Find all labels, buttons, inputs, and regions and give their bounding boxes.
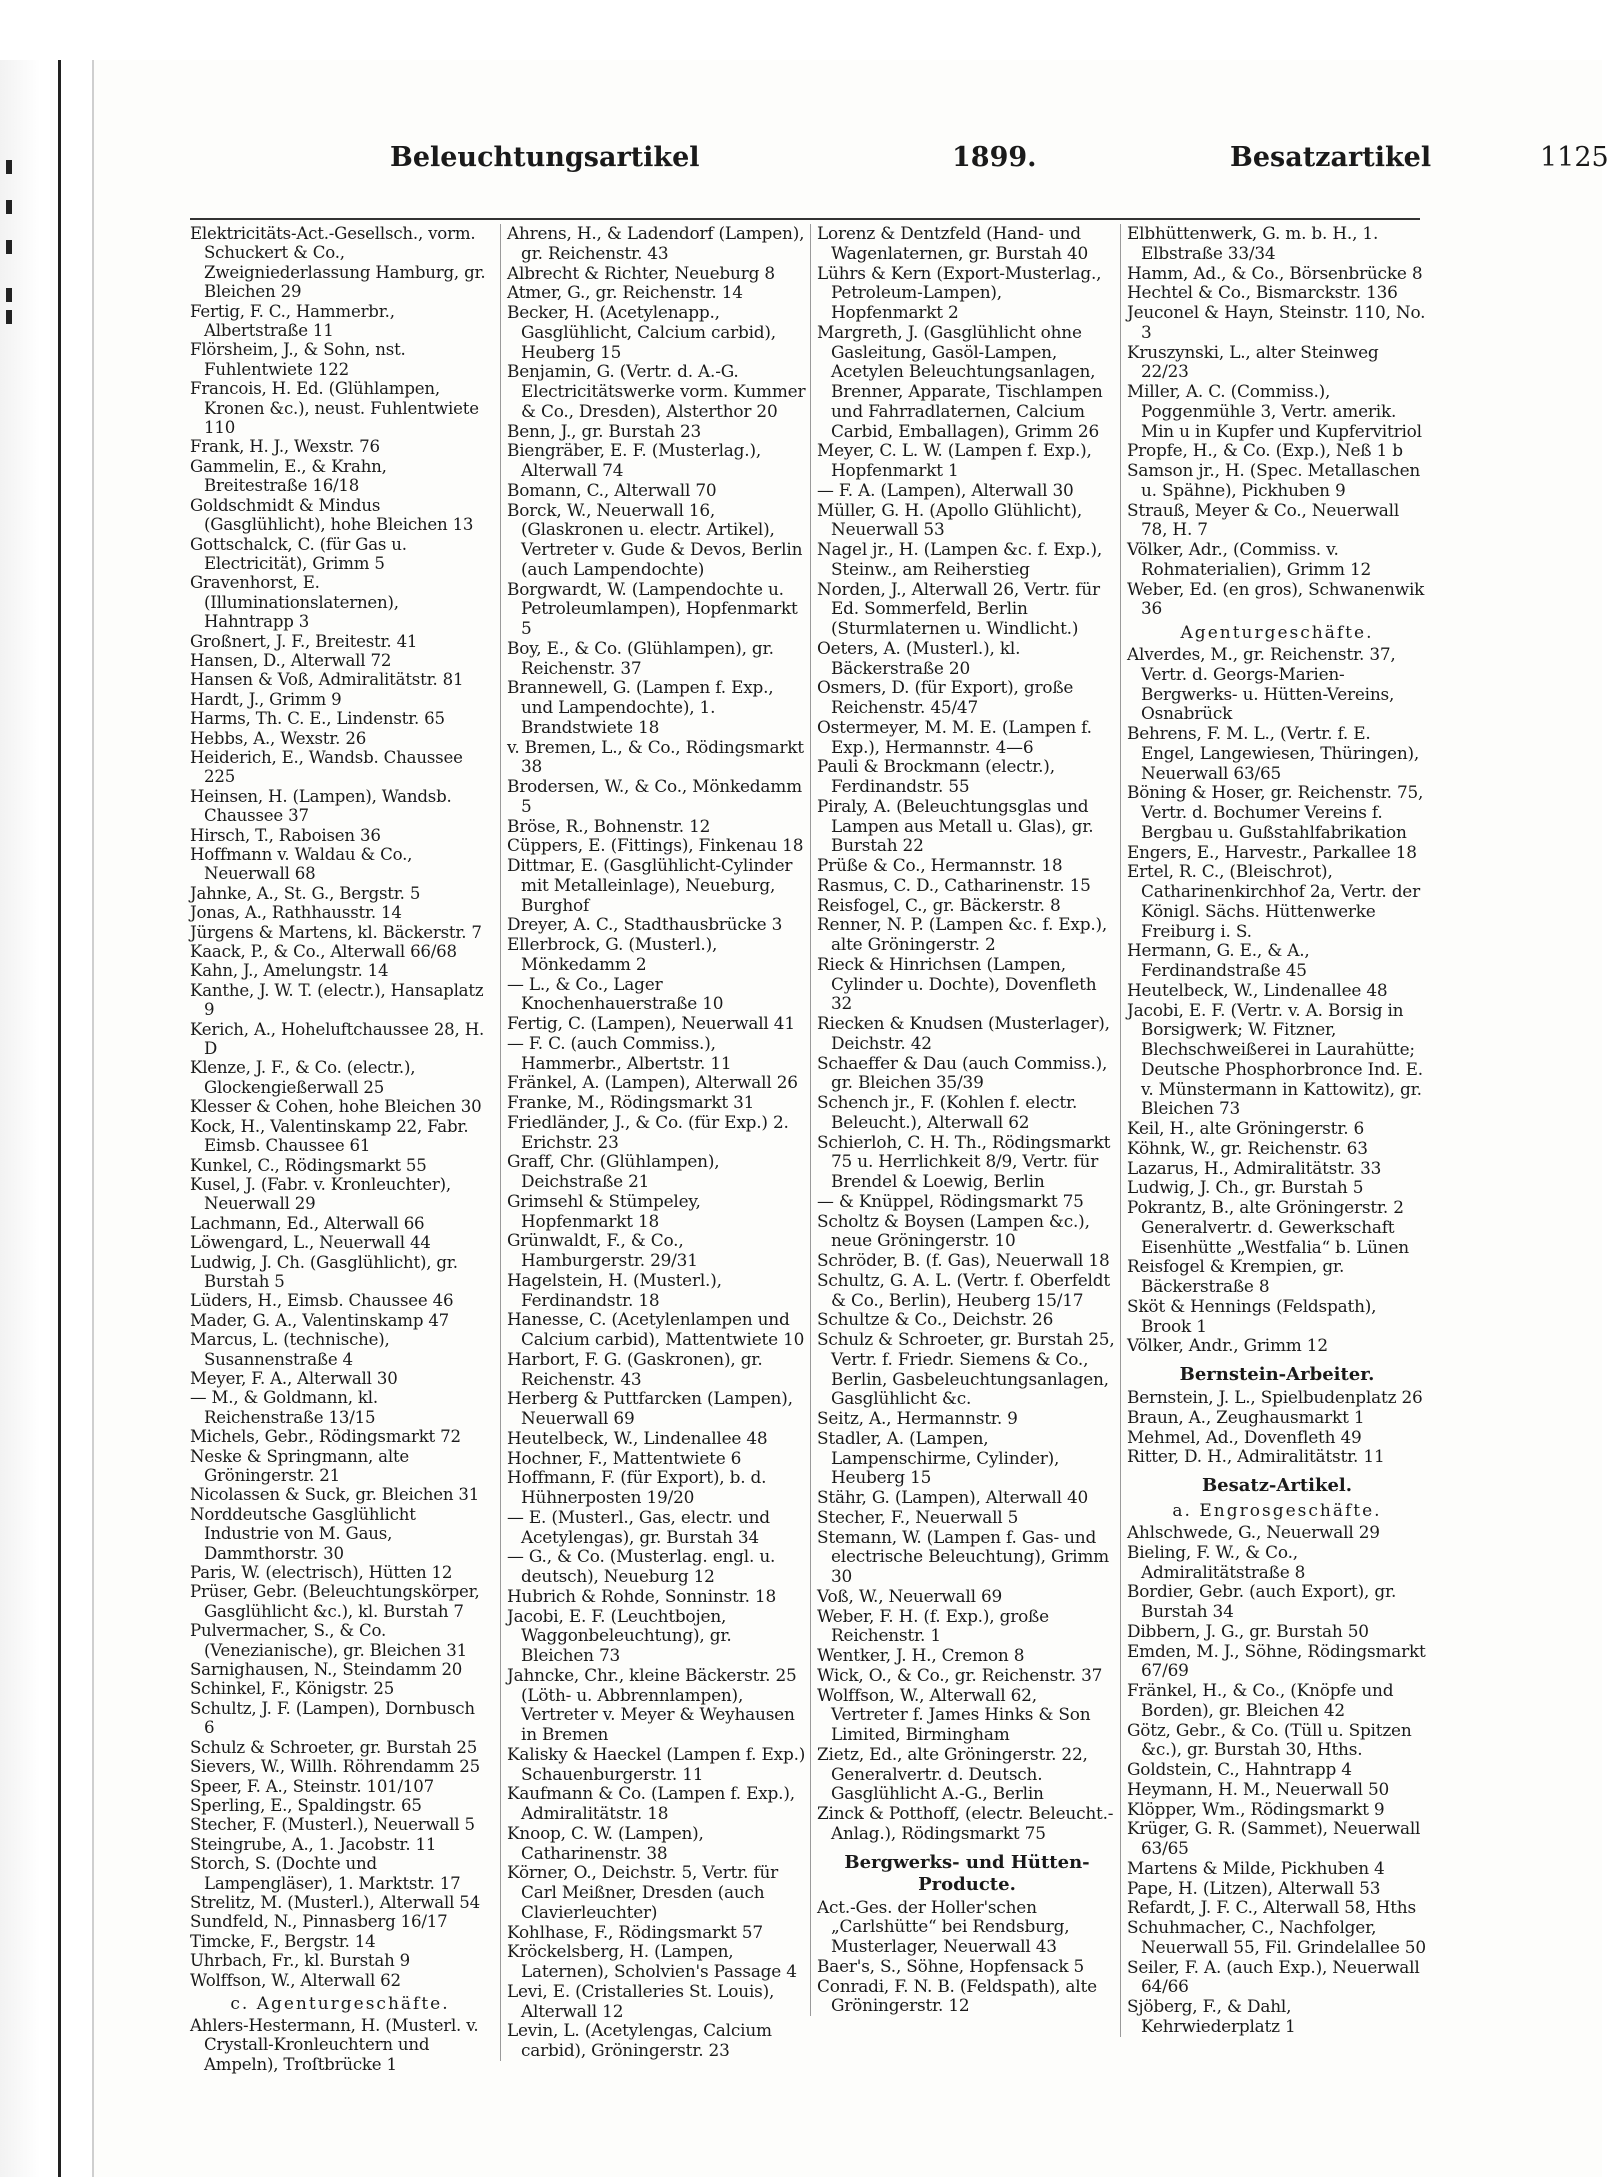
- directory-entry: Miller, A. C. (Commiss.), Poggenmühle 3, Vertr. amerik. Min u in Kupfer und Kupfervitriol: [1127, 381, 1422, 441]
- directory-entry: Schröder, B. (f. Gas), Neuerwall 18: [817, 1250, 1110, 1270]
- directory-entry: Weber, Ed. (en gros), Schwanenwik 36: [1127, 578, 1425, 619]
- directory-entry: Benjamin, G. (Vertr. d. A.-G. Electricitätswerke vorm. Kummer & Co., Dresden), Alsterthor 20: [507, 361, 806, 421]
- directory-entry: Pape, H. (Litzen), Alterwall 53: [1127, 1877, 1381, 1898]
- directory-entry: Graff, Chr. (Glühlampen), Deichstraße 21: [507, 1151, 720, 1191]
- directory-entry: Hansen, D., Alterwall 72: [190, 650, 392, 670]
- directory-entry: Harbort, F. G. (Gaskronen), gr. Reichenstr. 43: [507, 1348, 763, 1389]
- directory-entry: Bröse, R., Bohnenstr. 12: [507, 815, 711, 836]
- directory-entry: Fränkel, A. (Lampen), Alterwall 26: [507, 1072, 798, 1093]
- directory-entry: Jürgens & Martens, kl. Bäckerstr. 7: [190, 922, 482, 942]
- directory-entry: Kock, H., Valentinskamp 22, Fabr. Eimsb. Chaussee 61: [190, 1116, 469, 1156]
- directory-entry: Keil, H., alte Gröningerstr. 6: [1127, 1118, 1365, 1138]
- directory-entry: Völker, Andr., Grimm 12: [1127, 1335, 1328, 1356]
- directory-entry: Michels, Gebr., Rödingsmarkt 72: [190, 1427, 461, 1447]
- directory-entry: Pokrantz, B., alte Gröningerstr. 2 Generalvertr. d. Gewerkschaft Eisenhütte „Westfalia“ b. Lünen: [1127, 1197, 1409, 1257]
- directory-entry: Sjöberg, F., & Dahl, Kehrwiederplatz 1: [1127, 1996, 1296, 2036]
- directory-entry: Piraly, A. (Beleuchtungsglas und Lampen aus Metall u. Glas), gr. Burstah 22: [817, 795, 1094, 856]
- column-1: [190, 224, 490, 2074]
- directory-entry: Hubrich & Rohde, Sonninstr. 18: [507, 1585, 776, 1606]
- directory-entry: Schulz & Schroeter, gr. Burstah 25: [190, 1737, 478, 1757]
- directory-entry: Alverdes, M., gr. Reichenstr. 37, Vertr. d. Georgs-Marien-Bergwerks- u. Hütten-Vereins, Osnabrück: [1127, 644, 1396, 724]
- directory-entry: Kanthe, J. W. T. (electr.), Hansaplatz 9: [190, 980, 484, 1020]
- directory-entry: Weber, F. H. (f. Exp.), große Reichenstr. 1: [817, 1605, 1049, 1646]
- directory-entry: Harms, Th. C. E., Lindenstr. 65: [190, 709, 445, 729]
- directory-entry: Refardt, J. F. C., Alterwall 58, Hths: [1127, 1897, 1416, 1918]
- directory-entry: Oeters, A. (Musterl.), kl. Bäckerstraße 20: [817, 637, 1021, 678]
- directory-entry: Fertig, F. C., Hammerbr., Albertstraße 11: [190, 301, 395, 341]
- directory-entry: Scholtz & Boysen (Lampen &c.), neue Gröningerstr. 10: [817, 1210, 1090, 1251]
- directory-entry: Brannewell, G. (Lampen f. Exp., und Lampendochte), 1. Brandstwiete 18: [507, 677, 774, 737]
- directory-entry: Friedländer, J., & Co. (für Exp.) 2. Erichstr. 23: [507, 1111, 789, 1152]
- directory-entry: Strauß, Meyer & Co., Neuerwall 78, H. 7: [1127, 499, 1400, 540]
- directory-entry: Heinsen, H. (Lampen), Wandsb. Chaussee 37: [190, 786, 452, 826]
- directory-entry: Hagelstein, H. (Musterl.), Ferdinandstr. 18: [507, 1269, 722, 1310]
- directory-entry: Rasmus, C. D., Catharinenstr. 15: [817, 874, 1091, 895]
- directory-entry: v. Bremen, L., & Co., Rödingsmarkt 38: [507, 736, 804, 777]
- directory-entry: Sperling, E., Spaldingstr. 65: [190, 1795, 422, 1815]
- directory-entry: Kusel, J. (Fabr. v. Kronleuchter), Neuerwall 29: [190, 1174, 451, 1214]
- directory-entry: Ahlers-Hestermann, H. (Musterl. v. Crystall-Kronleuchtern und Ampeln), Troſtbrücke 1: [190, 2015, 479, 2074]
- directory-entry: Körner, O., Deichstr. 5, Vertr. für Carl Meißner, Dresden (auch Clavierleuchter): [507, 1862, 779, 1922]
- directory-entry: Stähr, G. (Lampen), Alterwall 40: [817, 1487, 1089, 1507]
- directory-entry: Bernstein, J. L., Spielbudenplatz 26: [1127, 1387, 1423, 1407]
- directory-entry: Sköt & Hennings (Feldspath), Brook 1: [1127, 1295, 1377, 1336]
- directory-entry: Jacobi, E. F. (Leuchtbojen, Waggonbeleuchtung), gr. Bleichen 73: [507, 1605, 732, 1665]
- column-4: [1120, 224, 1427, 2037]
- directory-entry: Riecken & Knudsen (Musterlager), Deichstr. 42: [817, 1013, 1110, 1053]
- directory-entry: Lorenz & Dentzfeld (Hand- und Wagenlaternen, gr. Burstah 40: [817, 223, 1089, 263]
- directory-entry: Paris, W. (electrisch), Hütten 12: [190, 1563, 453, 1583]
- directory-entry: Osmers, D. (für Export), große Reichenstr. 45/47: [817, 677, 1074, 717]
- directory-entry: — L., & Co., Lager Knochenhauerstraße 10: [507, 973, 724, 1014]
- directory-entry: Schultz, J. F. (Lampen), Dornbusch 6: [190, 1698, 475, 1738]
- directory-entry: Jonas, A., Rathhausstr. 14: [190, 903, 402, 923]
- directory-entry: Pulvermacher, S., & Co. (Venezianische), gr. Bleichen 31: [190, 1621, 467, 1660]
- directory-entry: Cüppers, E. (Fittings), Finkenau 18: [507, 835, 804, 856]
- directory-entry: Speer, F. A., Steinstr. 101/107: [190, 1776, 435, 1796]
- directory-entry: Kohlhase, F., Rödingsmarkt 57: [507, 1921, 763, 1942]
- edge-mark: [6, 160, 12, 174]
- directory-entry: Schultz, G. A. L. (Vertr. f. Oberfeldt & Co., Berlin), Heuberg 15/17: [817, 1269, 1110, 1310]
- directory-entry: Francois, H. Ed. (Glühlampen, Kronen &c.), neust. Fuhlentwiete 110: [190, 379, 479, 438]
- directory-entry: Ahlschwede, G., Neuerwall 29: [1127, 1522, 1380, 1542]
- directory-entry: Storch, S. (Dochte und Lampengläser), 1. Marktstr. 17: [190, 1854, 461, 1893]
- directory-entry: Gottschalck, C. (für Gas u. Electricität), Grimm 5: [190, 534, 407, 573]
- directory-entry: Hamm, Ad., & Co., Börsenbrücke 8: [1127, 262, 1423, 283]
- directory-entry: Stadler, A. (Lampen, Lampenschirme, Cylinder), Heuberg 15: [817, 1427, 1060, 1488]
- directory-entry: Flörsheim, J., & Sohn, nst. Fuhlentwiete 122: [190, 340, 406, 379]
- directory-entry: Knoop, C. W. (Lampen), Catharinenstr. 38: [507, 1822, 704, 1863]
- directory-entry: Hoffmann, F. (für Export), b. d. Hühnerposten 19/20: [507, 1467, 767, 1507]
- facing-page-edge: [0, 60, 61, 2177]
- directory-entry: Jeuconel & Hayn, Steinstr. 110, No. 3: [1127, 302, 1426, 342]
- directory-entry: Stecher, F., Neuerwall 5: [817, 1506, 1019, 1527]
- directory-entry: Jahnke, A., St. G., Bergstr. 5: [190, 883, 421, 903]
- directory-entry: Völker, Adr., (Commiss. v. Rohmaterialien), Grimm 12: [1127, 539, 1372, 579]
- directory-entry: Albrecht & Richter, Neueburg 8: [507, 262, 775, 283]
- directory-entry: — M., & Goldmann, kl. Reichenstraße 13/15: [190, 1388, 378, 1427]
- header-left-title: Beleuchtungsartikel: [390, 142, 700, 173]
- column-3: [810, 224, 1117, 2016]
- directory-entry: Norden, J., Alterwall 26, Vertr. für Ed. Sommerfeld, Berlin (Sturmlaternen u. Windlicht.): [817, 578, 1100, 638]
- directory-entry: Kröckelsberg, H. (Lampen, Laternen), Scholvien's Passage 4: [507, 1941, 797, 1981]
- page-number: 1125: [1540, 142, 1609, 173]
- directory-entry: Biengräber, E. F. (Musterlag.), Alterwall 74: [507, 440, 762, 480]
- directory-entry: Margreth, J. (Gasglühlicht ohne Gasleitung, Gasöl-Lampen, Acetylen Beleuchtungsanlagen, Brenner, Apparate, Tischlampen und Fahrradlaternen, Calcium Carbid, Emballagen), Grimm 26: [817, 321, 1103, 441]
- directory-entry: Mader, G. A., Valentinskamp 47: [190, 1310, 450, 1330]
- directory-entry: Hansen & Voß, Admiralitätstr. 81: [190, 670, 464, 690]
- section-heading: Bergwerks- und Hütten-Producte.: [844, 1851, 1090, 1895]
- directory-entry: Wolffson, W., Alterwall 62, Vertreter f. James Hinks & Son Limited, Birmingham: [817, 1684, 1091, 1744]
- directory-entry: Prüße & Co., Hermannstr. 18: [817, 855, 1063, 875]
- section-heading: Besatz-Artikel.: [1201, 1475, 1353, 1496]
- directory-entry: Marcus, L. (technische), Susannenstraße 4: [190, 1330, 390, 1369]
- directory-entry: Atmer, G., gr. Reichenstr. 14: [507, 282, 743, 303]
- directory-entry: Ellerbrock, G. (Musterl.), Mönkedamm 2: [507, 934, 718, 974]
- directory-entry: Schierloh, C. H. Th., Rödingsmarkt 75 u. Herrlichkeit 8/9, Vertr. für Brendel & Loewig, Berlin: [817, 1131, 1111, 1191]
- directory-entry: Nagel jr., H. (Lampen &c. f. Exp.), Steinw., am Reiherstieg: [817, 539, 1103, 579]
- directory-entry: Grünwaldt, F., & Co., Hamburgerstr. 29/31: [507, 1230, 698, 1270]
- directory-entry: Behrens, F. M. L., (Vertr. f. E. Engel, Langewiesen, Thüringen), Neuerwall 63/65: [1127, 723, 1420, 783]
- directory-entry: Schuhmacher, C., Nachfolger, Neuerwall 55, Fil. Grindelallee 50: [1127, 1917, 1426, 1957]
- directory-entry: — G., & Co. (Musterlag. engl. u. deutsch), Neueburg 12: [507, 1546, 776, 1586]
- columns: [190, 224, 1430, 2084]
- section-heading: Bernstein-Arbeiter.: [1179, 1364, 1375, 1385]
- directory-entry: Kaufmann & Co. (Lampen f. Exp.), Admiralitätstr. 18: [507, 1783, 795, 1823]
- directory-entry: Fränkel, H., & Co., (Knöpfe und Borden), gr. Bleichen 42: [1127, 1680, 1394, 1720]
- directory-entry: Bieling, F. W., & Co., Admiralitätstraße 8: [1127, 1541, 1306, 1582]
- directory-entry: Hardt, J., Grimm 9: [190, 689, 342, 709]
- directory-entry: Reisfogel, C., gr. Bäckerstr. 8: [817, 894, 1061, 915]
- directory-entry: Emden, M. J., Söhne, Rödingsmarkt 67/69: [1127, 1640, 1426, 1681]
- directory-entry: Meyer, C. L. W. (Lampen f. Exp.), Hopfenmarkt 1: [817, 440, 1092, 480]
- edge-mark: [6, 240, 12, 254]
- directory-entry: Ludwig, J. Ch. (Gasglühlicht), gr. Burstah 5: [190, 1252, 458, 1291]
- directory-entry: Heiderich, E., Wandsb. Chaussee 225: [190, 747, 463, 787]
- directory-entry: Müller, G. H. (Apollo Glühlicht), Neuerwall 53: [817, 499, 1083, 540]
- directory-entry: Reisfogel & Krempien, gr. Bäckerstraße 8: [1127, 1256, 1345, 1296]
- directory-entry: Hebbs, A., Wexstr. 26: [190, 728, 367, 748]
- directory-entry: Ludwig, J. Ch., gr. Burstah 5: [1127, 1177, 1364, 1198]
- directory-entry: Lührs & Kern (Export-Musterlag., Petroleum-Lampen), Hopfenmarkt 2: [817, 262, 1102, 322]
- directory-entry: Braun, A., Zeughausmarkt 1: [1127, 1406, 1365, 1427]
- directory-entry: Goldschmidt & Mindus (Gasglühlicht), hohe Bleichen 13: [190, 495, 474, 535]
- directory-entry: Schaeffer & Dau (auch Commiss.), gr. Bleichen 35/39: [817, 1052, 1108, 1093]
- directory-entry: Boy, E., & Co. (Glühlampen), gr. Reichenstr. 37: [507, 637, 774, 678]
- directory-entry: Ritter, D. H., Admiralitätstr. 11: [1127, 1446, 1385, 1467]
- header-right-title: Besatzartikel: [1230, 142, 1432, 173]
- directory-entry: Krüger, G. R. (Sammet), Neuerwall 63/65: [1127, 1818, 1421, 1858]
- directory-entry: Götz, Gebr., & Co. (Tüll u. Spitzen &c.), gr. Burstah 30, Hths.: [1127, 1719, 1412, 1760]
- header-rule: [190, 218, 1420, 220]
- directory-entry: Goldstein, C., Hahntrapp 4: [1127, 1759, 1352, 1779]
- directory-entry: Elbhüttenwerk, G. m. b. H., 1. Elbstraße 33/34: [1127, 223, 1379, 263]
- directory-entry: Strelitz, M. (Musterl.), Alterwall 54: [190, 1892, 481, 1912]
- directory-entry: Klesser & Cohen, hohe Bleichen 30: [190, 1097, 482, 1117]
- directory-entry: Franke, M., Rödingsmarkt 31: [507, 1092, 755, 1112]
- directory-entry: Act.-Ges. der Holler'schen „Carlshütte“ bei Rendsburg, Musterlager, Neuerwall 43: [817, 1896, 1070, 1956]
- edge-mark: [6, 310, 12, 324]
- directory-entry: Bomann, C., Alterwall 70: [507, 479, 717, 500]
- directory-entry: Frank, H. J., Wexstr. 76: [190, 437, 380, 457]
- directory-entry: Wolffson, W., Alterwall 62: [190, 1970, 401, 1990]
- directory-entry: Seitz, A., Hermannstr. 9: [817, 1408, 1018, 1428]
- directory-entry: Kahn, J., Amelungstr. 14: [190, 961, 389, 981]
- directory-entry: Hanesse, C. (Acetylenlampen und Calcium carbid), Mattentwiete 10: [507, 1309, 805, 1349]
- directory-entry: Benn, J., gr. Burstah 23: [507, 420, 702, 441]
- directory-entry: Stemann, W. (Lampen f. Gas- und electrische Beleuchtung), Grimm 30: [817, 1526, 1109, 1586]
- directory-entry: Prüser, Gebr. (Beleuchtungskörper, Gasglühlicht &c.), kl. Burstah 7: [190, 1582, 480, 1621]
- directory-entry: Heymann, H. M., Neuerwall 50: [1127, 1778, 1390, 1799]
- directory-entry: Dibbern, J. G., gr. Burstah 50: [1127, 1620, 1369, 1641]
- directory-entry: Voß, W., Neuerwall 69: [817, 1585, 1003, 1606]
- directory-entry: Köhnk, W., gr. Reichenstr. 63: [1127, 1137, 1368, 1158]
- directory-entry: Samson jr., H. (Spec. Metallaschen u. Spähne), Pickhuben 9: [1127, 460, 1421, 500]
- directory-entry: Hirsch, T., Raboisen 36: [190, 825, 381, 845]
- directory-entry: Meyer, F. A., Alterwall 30: [190, 1368, 398, 1388]
- directory-entry: Hechtel & Co., Bismarckstr. 136: [1127, 282, 1398, 303]
- directory-entry: Bordier, Gebr. (auch Export), gr. Burstah 34: [1127, 1581, 1397, 1621]
- directory-entry: Borgwardt, W. (Lampendochte u. Petroleumlampen), Hopfenmarkt 5: [507, 578, 798, 638]
- directory-entry: Kunkel, C., Rödingsmarkt 55: [190, 1155, 427, 1175]
- directory-entry: Elektricitäts-Act.-Gesellsch., vorm. Schuckert & Co., Zweigniederlassung Hamburg, gr. Bleichen 29: [190, 224, 486, 302]
- directory-entry: Martens & Milde, Pickhuben 4: [1127, 1857, 1385, 1878]
- directory-entry: Herberg & Puttfarcken (Lampen), Neuerwall 69: [507, 1388, 793, 1428]
- directory-entry: Nicolassen & Suck, gr. Bleichen 31: [190, 1485, 480, 1505]
- running-header: [170, 142, 1609, 182]
- directory-entry: Lüders, H., Eimsb. Chaussee 46: [190, 1291, 454, 1311]
- directory-entry: Jahncke, Chr., kleine Bäckerstr. 25 (Löth- u. Abbrennlampen), Vertreter v. Meyer & Weyhausen in Bremen: [507, 1664, 797, 1744]
- subsection-heading: Agenturgeschäfte.: [1180, 623, 1374, 643]
- subsection-heading: c. Agenturgeschäfte.: [230, 1993, 450, 2014]
- column-2: [500, 224, 807, 2061]
- directory-entry: Renner, N. P. (Lampen &c. f. Exp.), alte Gröningerstr. 2: [817, 914, 1108, 954]
- directory-entry: Norddeutsche Gasglühlicht Industrie von M. Gaus, Dammthorstr. 30: [190, 1504, 416, 1563]
- directory-entry: Sarnighausen, N., Steindamm 20: [190, 1660, 463, 1680]
- directory-entry: Großnert, J. F., Breitestr. 41: [190, 631, 418, 651]
- subsection-heading: a. Engrosgeschäfte.: [1172, 1501, 1382, 1521]
- directory-entry: Conradi, F. N. B. (Feldspath), alte Gröningerstr. 12: [817, 1975, 1097, 2016]
- directory-entry: — & Knüppel, Rödingsmarkt 75: [817, 1190, 1084, 1211]
- edge-mark: [6, 288, 12, 302]
- directory-entry: Zietz, Ed., alte Gröningerstr. 22, Generalvertr. d. Deutsch. Gasglühlicht A.-G., Berlin: [817, 1743, 1088, 1804]
- directory-entry: Löwengard, L., Neuerwall 44: [190, 1233, 431, 1253]
- directory-entry: Schench jr., F. (Kohlen f. electr. Beleucht.), Alterwall 62: [817, 1092, 1078, 1132]
- directory-entry: Schulz & Schroeter, gr. Burstah 25, Vertr. f. Friedr. Siemens & Co., Berlin, Gasbeleuchtungsanlagen, Gasglühlicht &c.: [817, 1329, 1115, 1409]
- header-year: 1899.: [952, 142, 1037, 173]
- directory-entry: Lazarus, H., Admiralitätstr. 33: [1127, 1157, 1382, 1178]
- directory-entry: — E. (Musterl., Gas, electr. und Acetylengas), gr. Burstah 34: [507, 1506, 770, 1547]
- edge-mark: [6, 200, 12, 214]
- directory-entry: Heutelbeck, W., Lindenallee 48: [1127, 979, 1388, 1000]
- directory-entry: Levi, E. (Cristalleries St. Louis), Alterwall 12: [507, 1980, 775, 2021]
- directory-entry: Brodersen, W., & Co., Mönkedamm 5: [507, 776, 802, 816]
- directory-entry: Sievers, W., Willh. Röhrendamm 25: [190, 1757, 480, 1777]
- directory-entry: Dittmar, E. (Gasglühlicht-Cylinder mit Metalleinlage), Neueburg, Burghof: [507, 855, 793, 915]
- directory-entry: Zinck & Potthoff, (electr. Beleucht.-Anlag.), Rödingsmarkt 75: [817, 1803, 1114, 1843]
- directory-entry: Pauli & Brockmann (electr.), Ferdinandstr. 55: [817, 756, 1055, 796]
- directory-entry: Lachmann, Ed., Alterwall 66: [190, 1213, 425, 1233]
- directory-entry: Schultze & Co., Deichstr. 26: [817, 1309, 1054, 1330]
- directory-entry: Klöpper, Wm., Rödingsmarkt 9: [1127, 1798, 1385, 1819]
- directory-entry: Klenze, J. F., & Co. (electr.), Glockengießerwall 25: [190, 1058, 416, 1097]
- directory-entry: Steingrube, A., 1. Jacobstr. 11: [190, 1834, 437, 1854]
- directory-entry: Rieck & Hinrichsen (Lampen, Cylinder u. Dochte), Dovenfleth 32: [817, 953, 1097, 1014]
- directory-entry: Ostermeyer, M. M. E. (Lampen f. Exp.), Hermannstr. 4—6: [817, 716, 1092, 757]
- directory-entry: Uhrbach, Fr., kl. Burstah 9: [190, 1951, 411, 1971]
- directory-entry: Timcke, F., Bergstr. 14: [190, 1931, 376, 1951]
- directory-entry: — F. C. (auch Commiss.), Hammerbr., Albertstr. 11: [507, 1032, 732, 1073]
- directory-entry: Hochner, F., Mattentwiete 6: [507, 1447, 742, 1468]
- directory-entry: Gammelin, E., & Krahn, Breitestraße 16/18: [190, 456, 387, 496]
- directory-entry: Sundfeld, N., Pinnasberg 16/17: [190, 1912, 448, 1932]
- directory-entry: Gravenhorst, E. (Illuminationslaternen), Hahntrapp 3: [190, 573, 399, 632]
- directory-entry: Grimsehl & Stümpeley, Hopfenmarkt 18: [507, 1190, 701, 1231]
- directory-entry: Ahrens, H., & Ladendorf (Lampen), gr. Reichenstr. 43: [507, 223, 805, 263]
- directory-entry: Dreyer, A. C., Stadthausbrücke 3: [507, 914, 783, 935]
- directory-entry: Stecher, F. (Musterl.), Neuerwall 5: [190, 1815, 475, 1835]
- directory-entry: Kerich, A., Hoheluftchaussee 28, H. D: [190, 1019, 485, 1059]
- directory-entry: Mehmel, Ad., Dovenfleth 49: [1127, 1426, 1362, 1447]
- directory-entry: Schinkel, F., Königstr. 25: [190, 1679, 395, 1699]
- directory-entry: Kalisky & Haeckel (Lampen f. Exp.) Schauenburgerstr. 11: [507, 1743, 806, 1784]
- directory-entry: Wick, O., & Co., gr. Reichenstr. 37: [817, 1664, 1103, 1685]
- directory-entry: Böning & Hoser, gr. Reichenstr. 75, Vertr. d. Bochumer Vereins f. Bergbau u. Gußstahlfabrikation: [1127, 782, 1424, 842]
- directory-entry: Engers, E., Harvestr., Parkallee 18: [1127, 841, 1417, 862]
- directory-entry: Hermann, G. E., & A., Ferdinandstraße 45: [1127, 940, 1310, 980]
- directory-entry: Ertel, R. C., (Bleischrot), Catharinenkirchhof 2a, Vertr. der Königl. Sächs. Hüttenwerke Freiburg i. S.: [1127, 861, 1420, 941]
- directory-entry: Baer's, S., Söhne, Hopfensack 5: [817, 1955, 1085, 1976]
- directory-entry: Wentker, J. H., Cremon 8: [817, 1645, 1025, 1665]
- directory-entry: Levin, L. (Acetylengas, Calcium carbid), Gröningerstr. 23: [507, 2020, 772, 2060]
- directory-entry: Jacobi, E. F. (Vertr. v. A. Borsig in Borsigwerk; W. Fitzner, Blechschweißerei in Laurahütte; Deutsche Phosphorbronce Ind. E. v. Münstermann in Kattowitz), gr. Bleichen 73: [1127, 999, 1423, 1119]
- directory-entry: Kaack, P., & Co., Alterwall 66/68: [190, 942, 457, 962]
- directory-entry: Heutelbeck, W., Lindenallee 48: [507, 1427, 768, 1448]
- directory-entry: Borck, W., Neuerwall 16, (Glaskronen u. electr. Artikel), Vertreter v. Gude & Devos, Berlin (auch Lampendochte): [507, 499, 803, 579]
- directory-entry: — F. A. (Lampen), Alterwall 30: [817, 479, 1074, 500]
- directory-entry: Neske & Springmann, alte Gröningerstr. 21: [190, 1446, 410, 1485]
- directory-entry: Hoffmann v. Waldau & Co., Neuerwall 68: [190, 845, 413, 884]
- directory-entry: Propfe, H., & Co. (Exp.), Neß 1 b: [1127, 440, 1403, 461]
- directory-entry: Becker, H. (Acetylenapp., Gasglühlicht, Calcium carbid), Heuberg 15: [507, 302, 776, 362]
- directory-entry: Seiler, F. A. (auch Exp.), Neuerwall 64/66: [1127, 1956, 1420, 1997]
- directory-entry: Kruszynski, L., alter Steinweg 22/23: [1127, 341, 1379, 382]
- directory-entry: Fertig, C. (Lampen), Neuerwall 41: [507, 1013, 795, 1033]
